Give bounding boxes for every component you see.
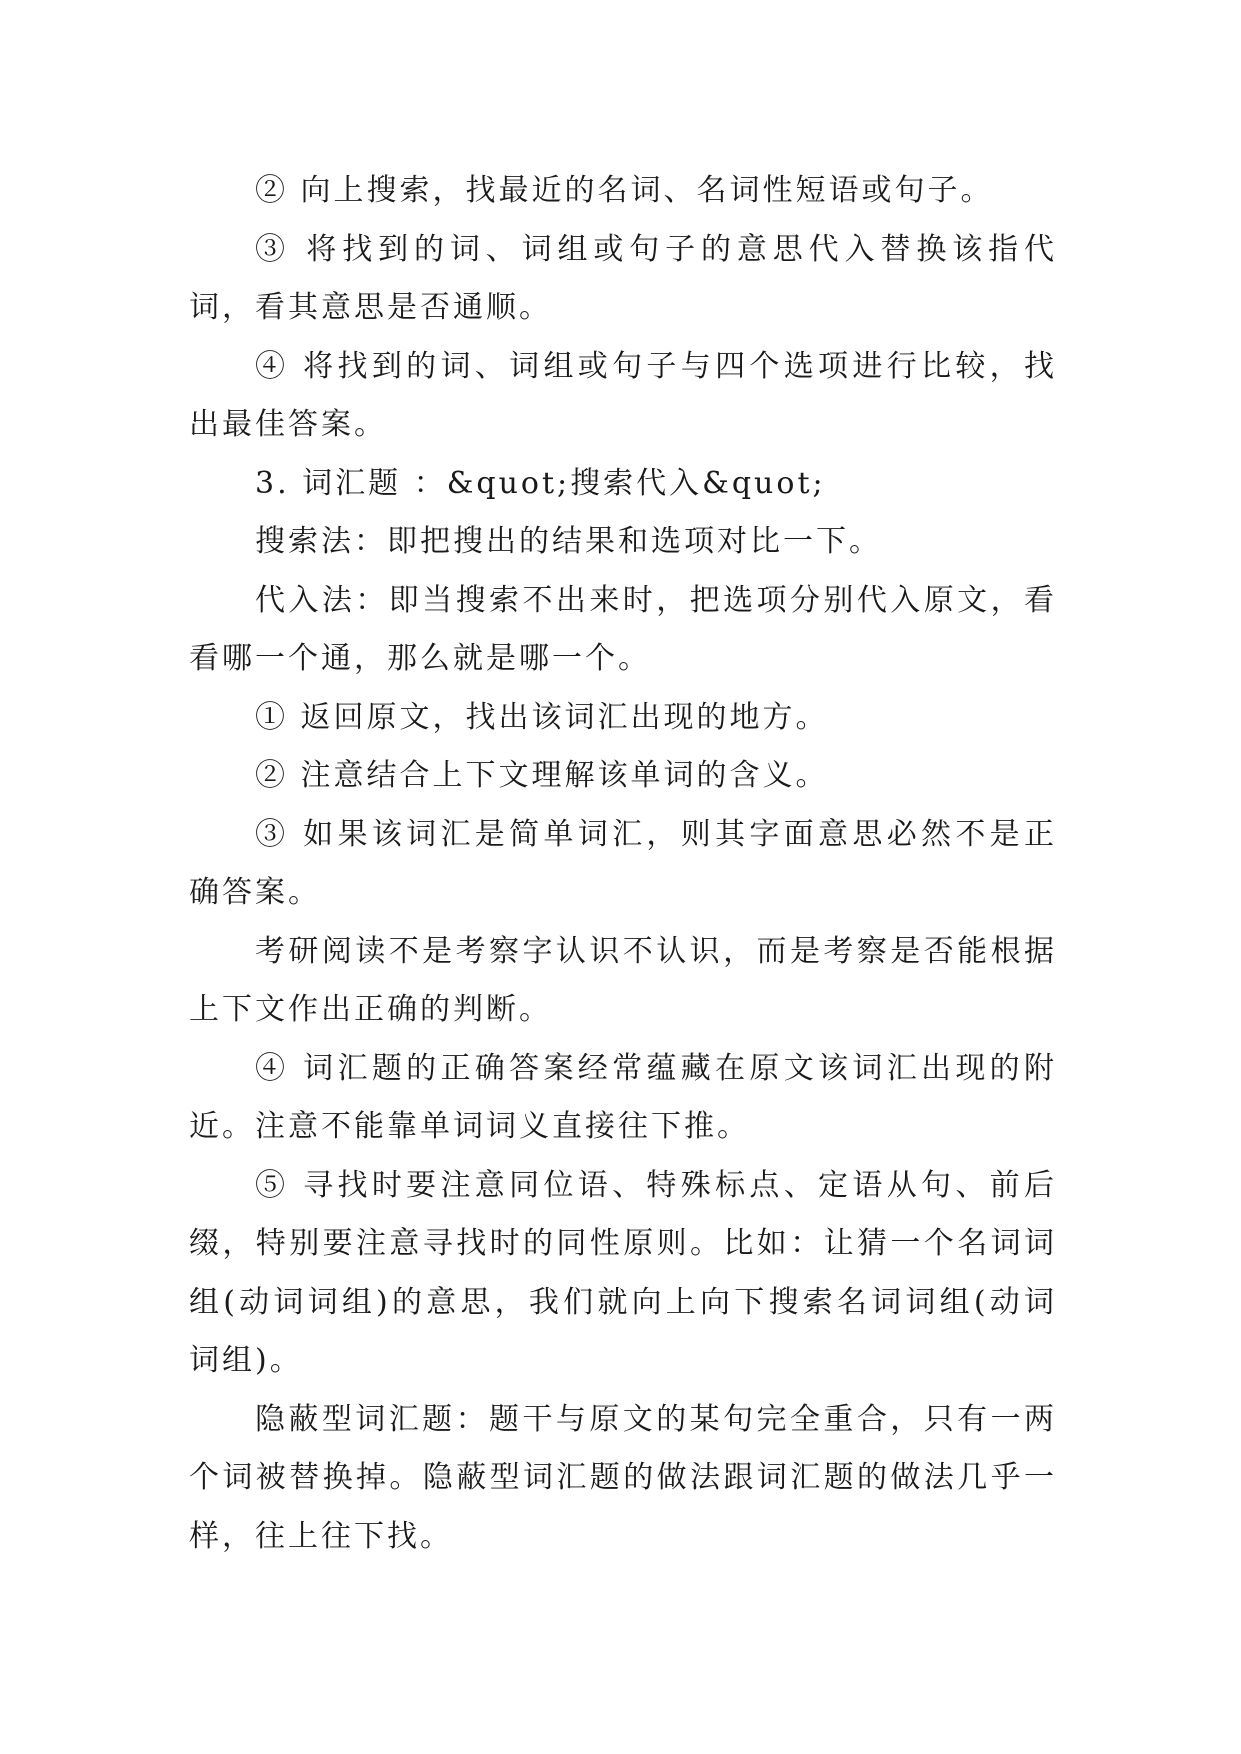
paragraph-substitution-method: 代入法：即当搜索不出来时，把选项分别代入原文，看看哪一个通，那么就是哪一个。 xyxy=(189,582,1057,676)
document-body xyxy=(189,162,1057,1566)
paragraph-hidden-vocab: 隐蔽型词汇题：题干与原文的某句完全重合，只有一两个词被替换掉。隐蔽型词汇题的做法跟词汇题的做法几乎一样，往上往下找。 xyxy=(189,1401,1057,1554)
paragraph-search-method: 搜索法：即把搜出的结果和选项对比一下。 xyxy=(255,524,882,559)
paragraph-vocab-step-5: ⑤ 寻找时要注意同位语、特殊标点、定语从句、前后缀，特别要注意寻找时的同性原则。比如：让猜一个名词词组(动词词组)的意思，我们就向上向下搜索名词词组(动词词组)。 xyxy=(189,1167,1057,1378)
paragraph-step-3-substitute: ③ 将找到的词、词组或句子的意思代入替换该指代词，看其意思是否通顺。 xyxy=(189,231,1057,325)
paragraph-step-4-compare: ④ 将找到的词、词组或句子与四个选项进行比较，找出最佳答案。 xyxy=(189,348,1057,442)
paragraph-vocab-step-2: ② 注意结合上下文理解该单词的含义。 xyxy=(255,758,829,793)
paragraph-reading-note: 考研阅读不是考察字认识不认识，而是考察是否能根据上下文作出正确的判断。 xyxy=(189,933,1057,1027)
section-heading-vocabulary: 3. 词汇题 ：&quot;搜索代入&quot; xyxy=(255,465,826,501)
paragraph-vocab-step-4: ④ 词汇题的正确答案经常蕴藏在原文该词汇出现的附近。注意不能靠单词词义直接往下推。 xyxy=(189,1050,1057,1144)
paragraph-step-2-search-up: ② 向上搜索，找最近的名词、名词性短语或句子。 xyxy=(255,173,994,208)
paragraph-vocab-step-3: ③ 如果该词汇是简单词汇，则其字面意思必然不是正确答案。 xyxy=(189,816,1057,910)
paragraph-vocab-step-1: ① 返回原文，找出该词汇出现的地方。 xyxy=(255,699,829,735)
